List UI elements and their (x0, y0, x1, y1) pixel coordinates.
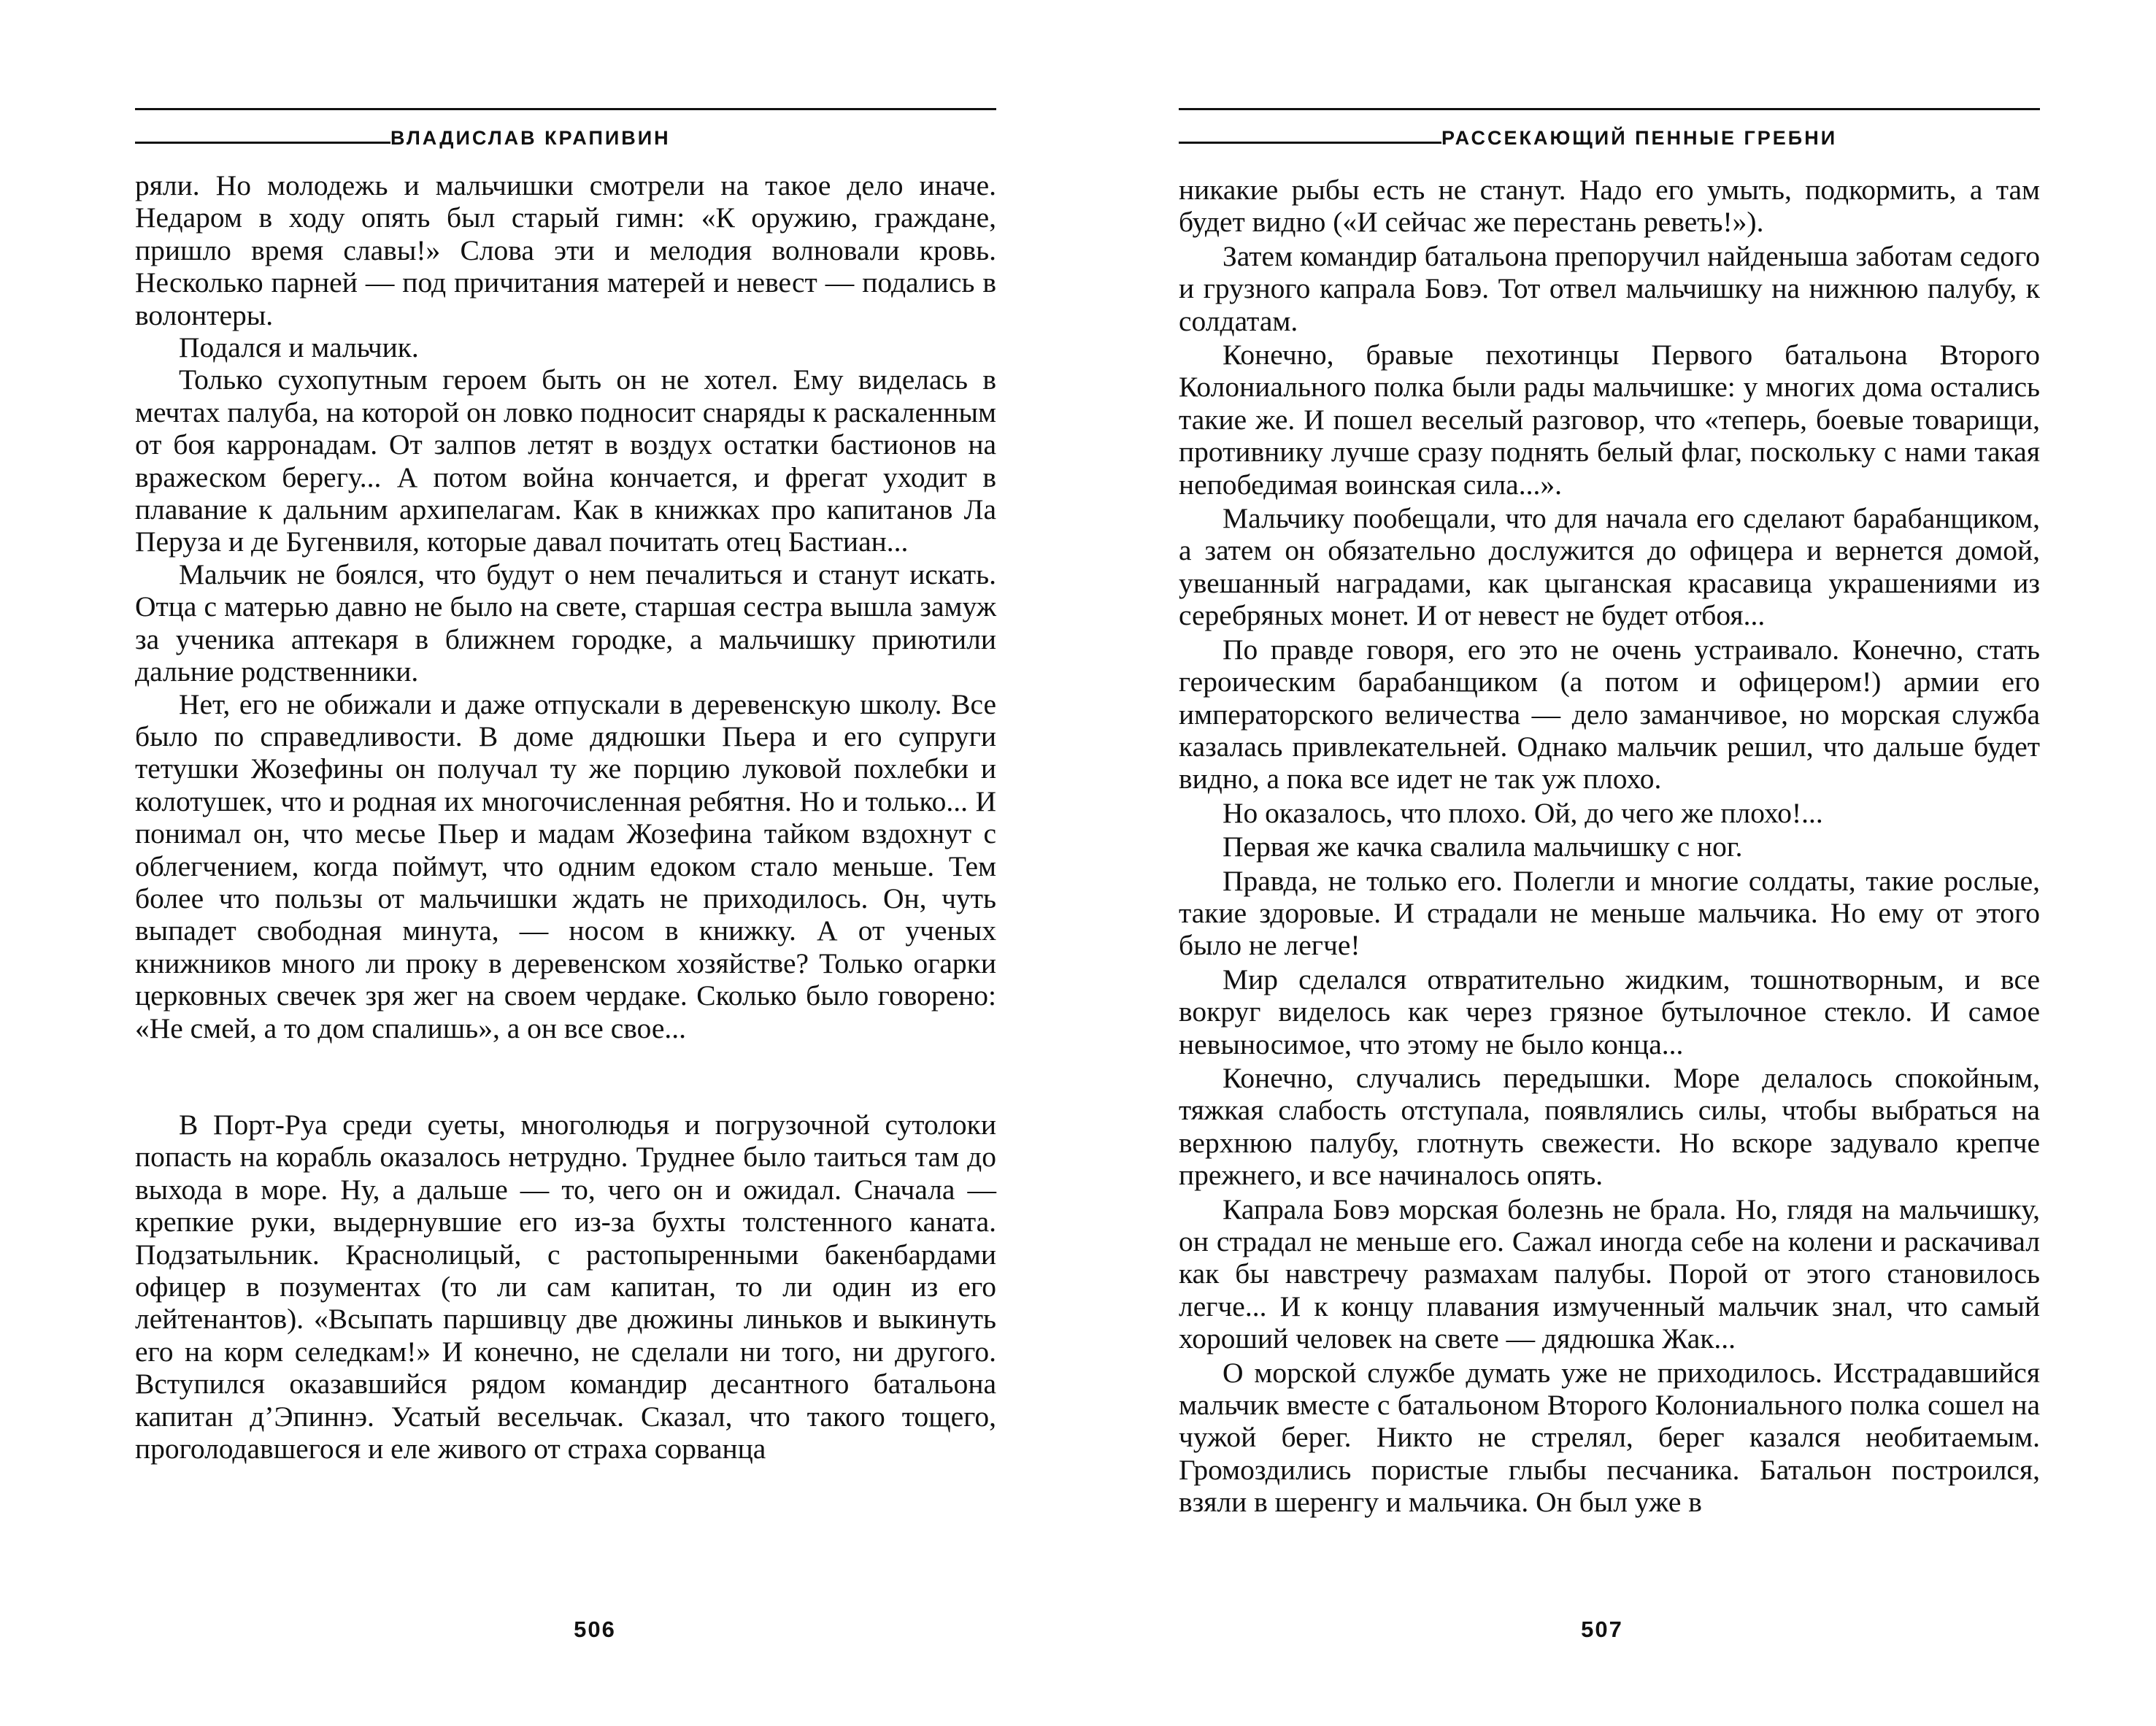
left-page (135, 0, 996, 1726)
paragraph: По правде говоря, его это не очень устраивало. Конечно, стать героическим барабанщиком (а потом и офицером!) армии его императорского величества — дело заманчивое, но морская служба казалась привлекательней. Однако мальчик решил, что дальше будет видно, а пока все идет не так уж плохо. (1179, 633, 2040, 795)
header-rule (1179, 108, 2040, 110)
running-head-author: ВЛАДИСЛАВ КРАПИВИН (390, 127, 671, 149)
paragraph: Конечно, бравые пехотинцы Первого батальона Второго Колониального полка были рады мальчишке: у многих дома остались такие же. И пошел веселый разговор, что «теперь, боевые товарищи, противнику лучше сразу поднять белый флаг, поскольку с нами такая непобедимая воинская сила...». (1179, 339, 2040, 501)
paragraph: Мальчик не боялся, что будут о нем печалиться и станут искать. Отца с матерью давно не было на свете, старшая сестра вышла замуж за ученика аптекаря в ближнем городке, а мальчишку приютили дальние родственники. (135, 558, 996, 688)
paragraph: Конечно, случались передышки. Море делалось спокойным, тяжкая слабость отступала, появлялись силы, чтобы выбраться на верхнюю палубу, глотнуть свежести. Но вскоре задувало крепче прежнего, и все начиналось опять. (1179, 1061, 2040, 1192)
paragraph: Только сухопутным героем быть он не хотел. Ему виделась в мечтах палуба, на которой он ловко подносит снаряды к раскаленным от боя карронадам. От залпов летят в воздух остатки бастионов на вражеском берегу... А потом война кончается, и фрегат уходит в плавание к дальним архипелагам. Как в книжках про капитанов Ла Перуза и де Бугенвиля, которые давал почитать отец Бастиан... (135, 363, 996, 558)
paragraph: В Порт-Руа среди суеты, многолюдья и погрузочной сутолоки попасть на корабль оказалось нетрудно. Труднее было таиться там до выхода в море. Ну, а дальше — то, чего он и ожидал. Сначала — крепкие руки, выдернувшие его из-за бухты толстенного каната. Подзатыльник. Краснолицый, с растопыренными бакенбардами офицер в позументах (то ли сам капитан, то ли один из его лейтенантов). «Всыпать паршивцу две дюжины линьков и выкинуть его на корм селедкам!» И конечно, не сделали ни того, ни другого. Вступился оказавшийся рядом командир десантного батальона капитан д’Эпиннэ. Усатый весельчак. Сказал, что такого тощего, проголодавшегося и еле живого от страха сорванца (135, 1108, 996, 1465)
running-head-title: РАССЕКАЮЩИЙ ПЕННЫЕ ГРЕБНИ (1441, 127, 1838, 149)
header-rule (135, 108, 996, 110)
paragraph: Затем командир батальона препоручил найденыша заботам седого и грузного капрала Бовэ. Тот отвел мальчишку на нижнюю палубу, к солдатам. (1179, 239, 2040, 337)
paragraph: Мальчику пообещали, что для начала его сделают барабанщиком, а затем он обязательно дослужится до офицера и вернется домой, увешанный наградами, как цыганская красавица украшениями из серебряных монет. И от невест не будет отбоя... (1179, 502, 2040, 632)
paragraph: Подался и мальчик. (179, 331, 419, 364)
paragraph: Мир сделался отвратительно жидким, тошнотворным, и все вокруг виделось как через грязное бутылочное стекло. И самое невыносимое, что этому не было конца... (1179, 963, 2040, 1060)
page-number: 507 (1581, 1617, 1623, 1642)
paragraph: Нет, его не обижали и даже отпускали в деревенскую школу. Все было по справедливости. В доме дядюшки Пьера и его супруги тетушки Жозефины он получал ту же порцию луковой похлебки и колотушек, что и родная их многочисленная ребятня. Но и только... И понимал он, что месье Пьер и мадам Жозефина тайком вздохнут с облегчением, когда поймут, что одним едоком стало меньше. Тем более что пользы от мальчишки ждать не приходилось. Он, чуть выпадет свободная минута, — носом в книжку. А от ученых книжников много ли проку в деревенском хозяйстве? Только огарки церковных свечек зря жег на своем чердаке. Сколько было говорено: «Не смей, а то дом спалишь», а он все свое... (135, 687, 996, 1044)
paragraph: Правда, не только его. Полегли и многие солдаты, такие рослые, такие здоровые. И страдали не меньше мальчика. Но ему от этого было не легче! (1179, 864, 2040, 962)
body-text-right (1179, 174, 2040, 1520)
paragraph: Капрала Бовэ морская болезнь не брала. Но, глядя на мальчишку, он страдал не меньше его. Сажал иногда себе на колени и раскачивал как бы навстречу размахам палубы. Порой от этого становилось легче... И к концу плавания измученный мальчик знал, что самый хороший человек на свете — дядюшка Жак... (1179, 1193, 2040, 1355)
body-text-left (135, 169, 996, 1465)
paragraph: Но оказалось, что плохо. Ой, до чего же плохо!... (1223, 796, 1823, 829)
paragraph: О морской службе думать уже не приходилось. Исстрадавшийся мальчик вместе с батальоном Второго Колониального полка сошел на чужой берег. Никто не стрелял, берег казался необитаемым. Громоздились пористые глыбы песчаника. Батальон построился, взяли в шеренгу и мальчика. Он был уже в (1179, 1356, 2040, 1519)
paragraph: никакие рыбы есть не станут. Надо его умыть, подкормить, а там будет видно («И сейчас же перестань реветь!»). (1179, 174, 2040, 239)
running-header-right (1179, 108, 2040, 149)
paragraph: ряли. Но молодежь и мальчишки смотрели на такое дело иначе. Недаром в ходу опять был старый гимн: «К оружию, граждане, пришло время славы!» Слова эти и мелодия волновали кровь. Несколько парней — под причитания матерей и невест — подались в волонтеры. (135, 169, 996, 331)
header-line (1179, 142, 1441, 144)
right-page (1179, 0, 2040, 1726)
running-header-left (135, 108, 996, 149)
page-number: 506 (574, 1617, 616, 1642)
paragraph: Первая же качка свалила мальчишку с ног. (1223, 831, 1743, 863)
header-line (135, 142, 390, 144)
